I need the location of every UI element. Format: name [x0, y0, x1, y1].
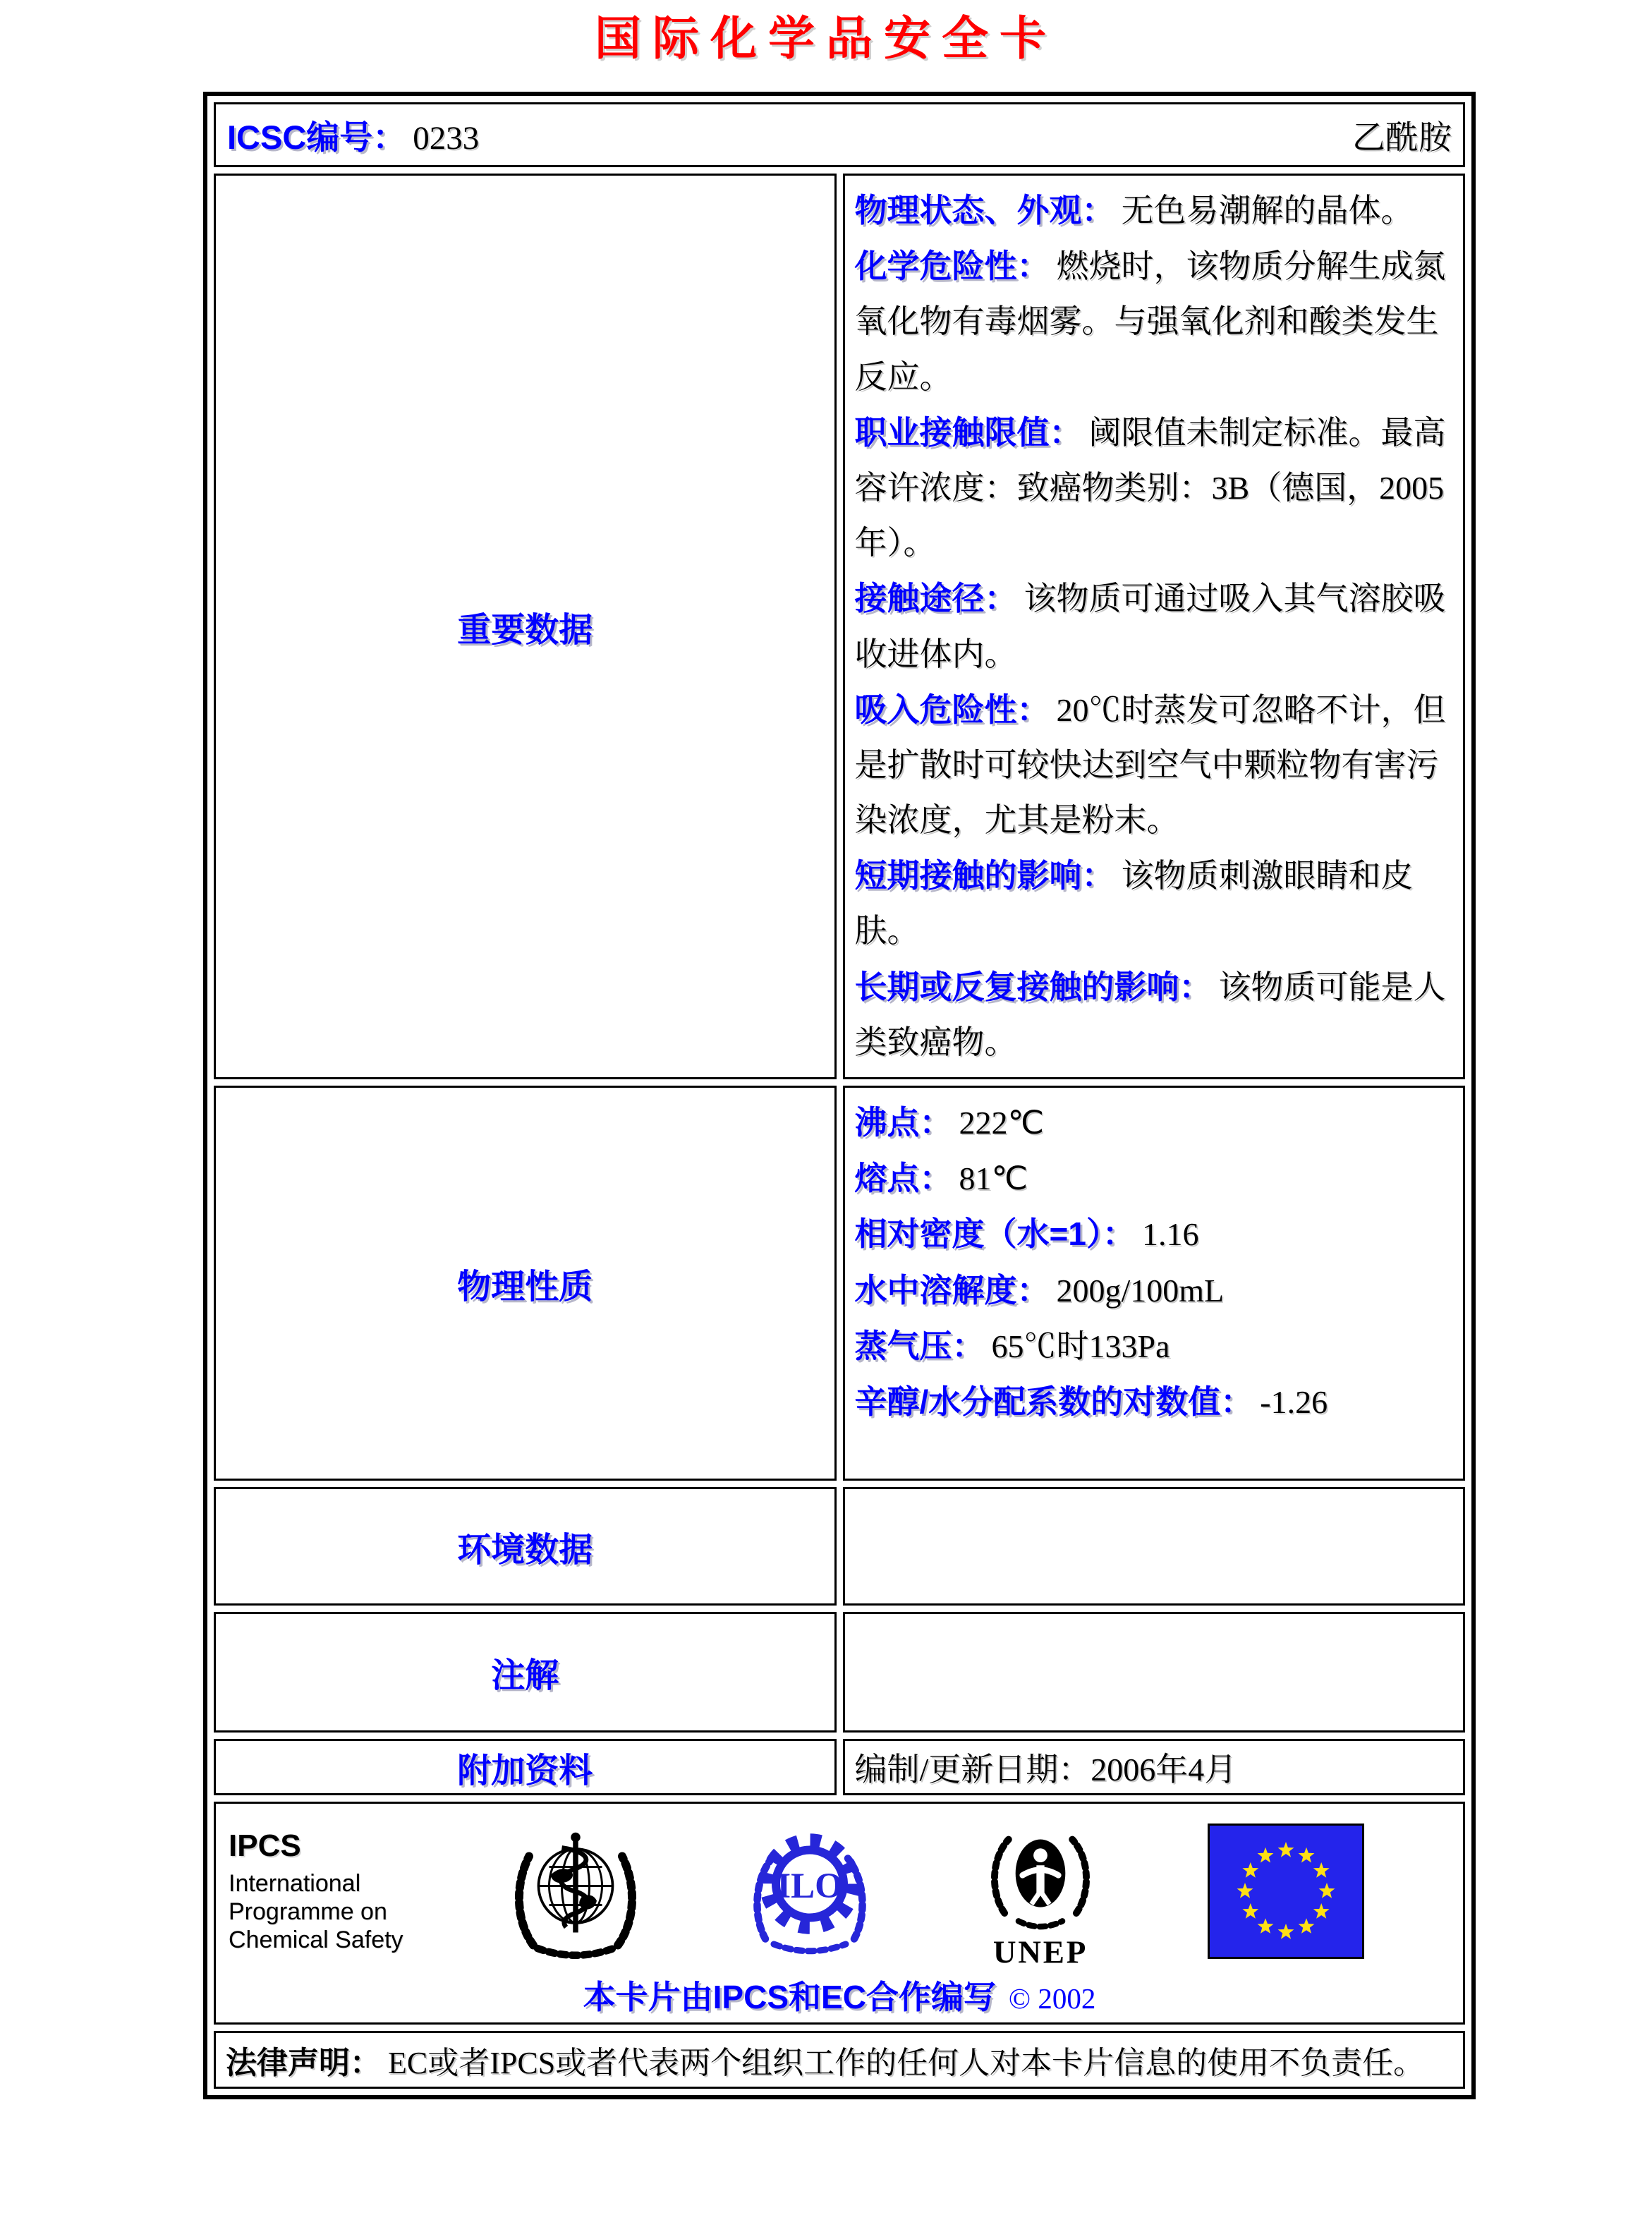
physical-property-item: 沸点： 222℃: [854, 1104, 1045, 1141]
unep-logo-icon: [980, 1812, 1100, 1971]
important-data-item: 化学危险性： 燃烧时，该物质分解生成氮氧化物有毒烟雾。与强氧化剂和酸类发生反应。: [854, 248, 1446, 395]
caption-text: 本卡片由IPCS和EC合作编写: [583, 1979, 996, 2015]
icsc-number-group: [227, 111, 479, 159]
icsc-number-label: ICSC编号：: [227, 118, 406, 156]
environmental-data-label: 环境数据: [214, 1487, 837, 1606]
header-cell: [214, 102, 1465, 167]
notes-content: [843, 1612, 1466, 1733]
page-title: 国际化学品安全卡: [595, 12, 1057, 64]
notes-row: [214, 1612, 1465, 1733]
environmental-data-row: [214, 1487, 1465, 1606]
ipcs-block: IPCS International Programme on Chemical Safety: [229, 1828, 405, 1954]
important-data-item: 吸入危险性： 20℃时蒸发可忽略不计，但是扩散时可较快达到空气中颗粒物有害污染浓度，尤其是粉末。: [854, 691, 1446, 839]
chemical-name: 乙酰胺: [1352, 119, 1452, 157]
physical-properties-label: 物理性质: [214, 1086, 837, 1481]
eu-flag-icon: [1208, 1824, 1364, 1959]
additional-info-row: [214, 1739, 1465, 1795]
update-date-label: 编制/更新日期：: [854, 1752, 1091, 1788]
environmental-data-content: [843, 1487, 1466, 1606]
ilo-logo-icon: [746, 1821, 873, 1961]
important-data-item: 物理状态、外观： 无色易潮解的晶体。: [854, 192, 1414, 229]
header-row: [214, 102, 1465, 167]
caption-year: © 2002: [1008, 1982, 1096, 2015]
physical-property-item: 水中溶解度： 200g/100mL: [854, 1271, 1225, 1309]
cooperation-caption: [216, 1972, 1463, 2018]
important-data-item: 短期接触的影响： 该物质刺激眼睛和皮肤。: [854, 857, 1414, 949]
icsc-card-table: [203, 92, 1476, 2099]
important-data-row: [214, 174, 1465, 1079]
physical-property-item: 蒸气压： 65℃时133Pa: [854, 1327, 1170, 1364]
icsc-number-value: 0233: [413, 119, 480, 157]
important-data-item: 职业接触限值： 阈限值未制定标准。最高容许浓度：致癌物类别：3B（德国，2005年）。: [854, 413, 1446, 562]
physical-property-item: 辛醇/水分配系数的对数值： -1.26: [854, 1383, 1328, 1420]
additional-info-content: [843, 1739, 1466, 1795]
ipcs-acronym: IPCS: [229, 1828, 301, 1863]
physical-properties-content: [843, 1086, 1466, 1481]
physical-properties-row: [214, 1086, 1465, 1481]
logos-cell: [214, 1802, 1465, 2025]
legal-notice-text: EC或者IPCS或者代表两个组织工作的任何人对本卡片信息的使用不负责任。: [388, 2046, 1425, 2080]
logos-row: [214, 1802, 1465, 2025]
legal-notice-label: 法律声明：: [226, 2046, 381, 2080]
legal-notice: [214, 2031, 1465, 2089]
unep-logo-text: UNEP: [992, 1934, 1088, 1970]
ilo-logo-text: ILO: [777, 1867, 843, 1906]
legal-notice-row: [214, 2031, 1465, 2089]
physical-property-item: 相对密度（水=1）： 1.16: [854, 1215, 1199, 1253]
who-logo-icon: [512, 1821, 639, 1961]
update-date-value: 2006年4月: [1091, 1752, 1237, 1788]
important-data-item: 接触途径： 该物质可通过吸入其气溶胶吸收进体内。: [854, 580, 1446, 672]
important-data-label: 重要数据: [214, 174, 837, 1079]
important-data-content: [843, 174, 1466, 1079]
notes-label: 注解: [214, 1612, 837, 1733]
important-data-item: 长期或反复接触的影响： 该物质可能是人类致癌物。: [854, 968, 1446, 1060]
physical-property-item: 熔点： 81℃: [854, 1160, 1028, 1197]
additional-info-label: 附加资料: [214, 1739, 837, 1795]
